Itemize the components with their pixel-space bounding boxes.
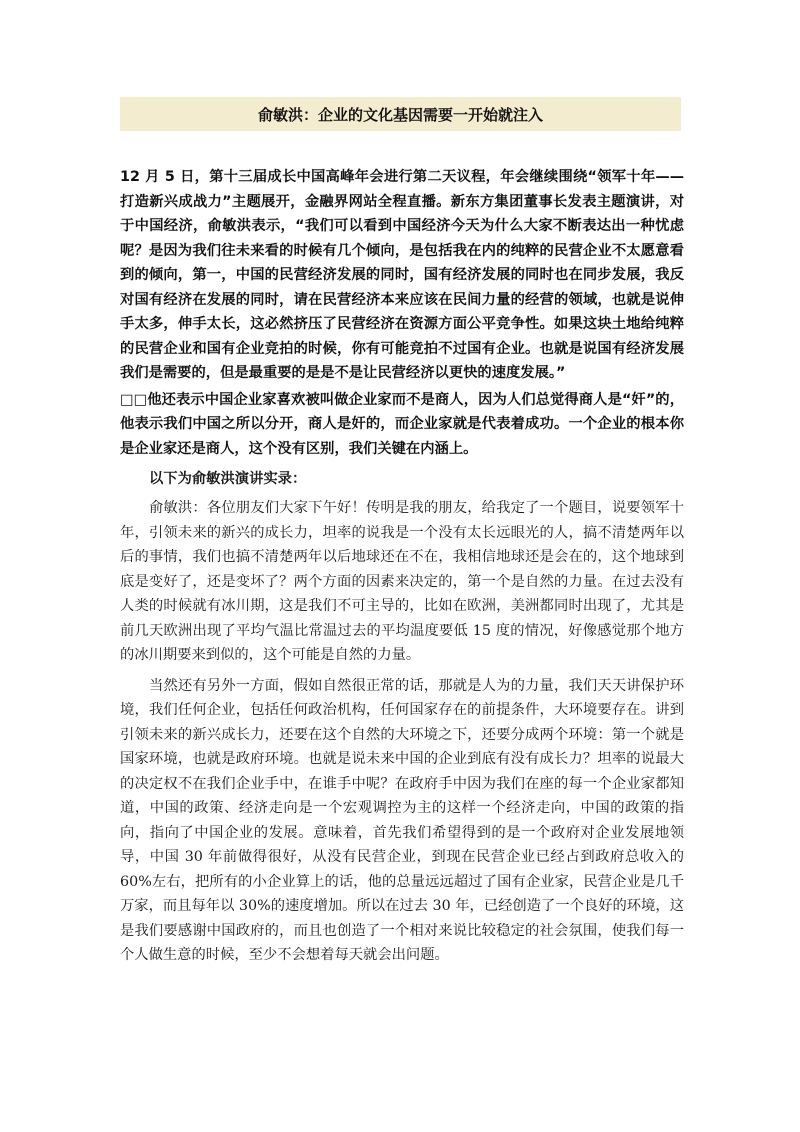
page-title: 俞敏洪：企业的文化基因需要一开始就注入 — [257, 105, 543, 124]
title-banner — [120, 97, 681, 131]
section-heading: 以下为俞敏洪演讲实录： — [149, 471, 307, 487]
lead-paragraph: 12 月 5 日，第十三届成长中国高峰年会进行第二天议程，年会继续围绕“领军十年——打造新兴成战力”主题展开，金融界网站全程直播。新东方集团董事长发表主题演讲，对于中国经济，俞敏洪表示，“我们可以看到中国经济今天为什么大家不断表达出一种忧虑呢？是因为我们往未来看的时候有几个倾向，是包括我在内的纯粹的民营企业不太愿意看到的倾向，第一，中国的民营经济发展的同时，国有经济发展的同时也在同步发展，我反对国有经济在发展的同时，请在民营经济本来应该在民间力量的经营的领域，也就是说伸手太多，伸手太长，这必然挤压了民营经济在资源方面公平竞争性。如果这块土地给纯粹的民营企业和国有企业竞拍的时候，你有可能竞拍不过国有企业。也就是说国有经济发展我们是需要的，但是最重要的是是不是让民营经济以更快的速度发展。” — [120, 169, 684, 381]
lead-paragraph: □□他还表示中国企业家喜欢被叫做企业家而不是商人，因为人们总觉得商人是“奸”的，他表示我们中国之所以分开，商人是奸的，而企业家就是代表着成功。一个企业的根本你是企业家还是商人，这个没有区别，我们关键在内涵上。 — [120, 391, 684, 457]
body-paragraph: 俞敏洪：各位朋友们大家下午好！传明是我的朋友，给我定了一个题目，说要领军十年，引领未来的新兴的成长力，坦率的说我是一个没有太长远眼光的人，搞不清楚两年以后的事情，我们也搞不清楚两年以后地球还在不在，我相信地球还是会在的，这个地球到底是变好了，还是变坏了？两个方面的因素来决定的，第一个是自然的力量。在过去没有人类的时候就有冰川期，这是我们不可主导的，比如在欧洲，美洲都同时出现了，尤其是前几天欧洲出现了平均气温比常温过去的平均温度要低 15 度的情况，好像感觉那个地方的冰川期要来到似的，这个可能是自然的力量。 — [120, 500, 684, 663]
body-paragraph: 当然还有另外一方面，假如自然很正常的话，那就是人为的力量，我们天天讲保护环境，我们任何企业，包括任何政治机构，任何国家存在的前提条件，大环境要存在。讲到引领未来的新兴成长力，还要在这个自然的大环境之下，还要分成两个环境：第一个就是国家环境，也就是政府环境。也就是说未来中国的企业到底有没有成长力？坦率的说最大的决定权不在我们企业手中，在谁手中呢？在政府手中因为我们在座的每一个企业家都知道，中国的政策、经济走向是一个宏观调控为主的这样一个经济走向，中国的政策的指向，指向了中国企业的发展。意味着，首先我们希望得到的是一个政府对企业发展地领导，中国 30 年前做得很好，从没有民营企业，到现在民营企业已经占到政府总收入的 60%左右，把所有的小企业算上的话，他的总量远远超过了国有企业家，民营企业是几千万家，而且每年以 30%的速度增加。所以在过去 30 年，已经创造了一个良好的环境，这是我们要感谢中国政府的，而且也创造了一个相对来说比较稳定的社会氛围，使我们每一个人做生意的时候，至少不会想着每天就会出问题。 — [120, 677, 684, 963]
article-body — [120, 165, 684, 968]
